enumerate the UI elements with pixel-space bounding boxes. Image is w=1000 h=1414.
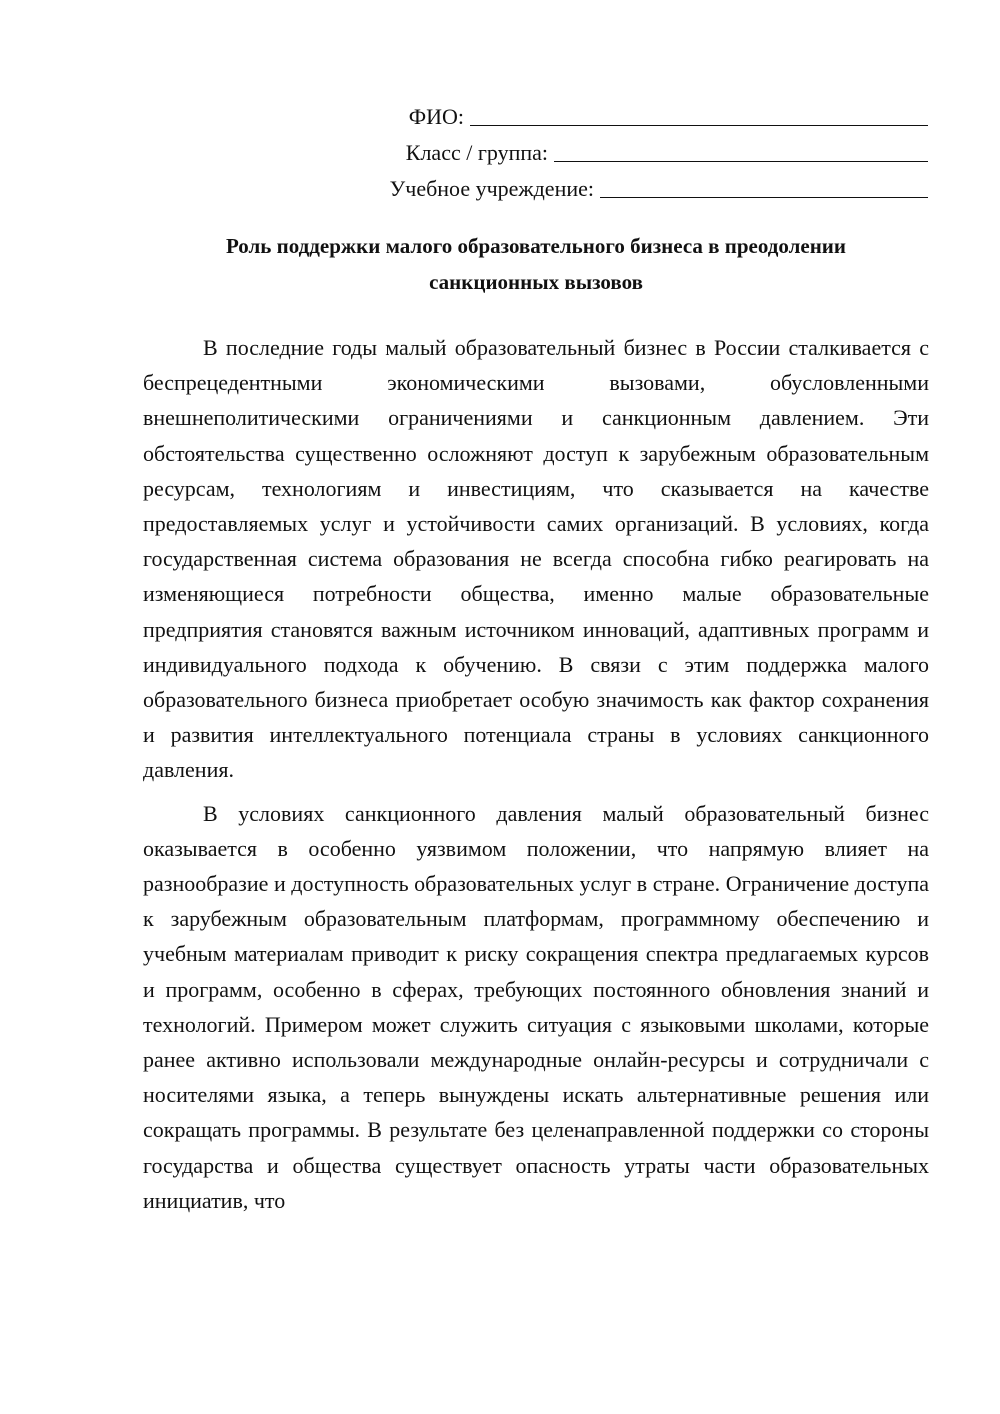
class-row bbox=[328, 130, 928, 166]
fio-field-line[interactable] bbox=[470, 101, 928, 126]
paragraph-1: В последние годы малый образовательный бизнес в России сталкивается с беспрецедентными экономическими вызовами, обусловленными внешнеполитическими ограничениями и санкционным давлением. Эти обстоятельства существенно осложняют доступ к зарубежным образовательным ресурсам, технологиям и инвестициям, что сказывается на качестве предоставляемых услуг и устойчивости самих организаций. В условиях, когда государственная система образования не всегда способна гибко реагировать на изменяющиеся потребности общества, именно малые образовательные предприятия становятся важным источником инноваций, адаптивных программ и индивидуального подхода к обучению. В связи с этим поддержка малого образовательного бизнеса приобретает особую значимость как фактор сохранения и развития интеллектуального потенциала страны в условиях санкционного давления. bbox=[143, 335, 929, 783]
title-line-1: Роль поддержки малого образовательного бизнеса в преодолении bbox=[225, 234, 846, 258]
student-info-block bbox=[328, 94, 928, 202]
class-label: Класс / группа: bbox=[405, 140, 548, 165]
paragraph-2: В условиях санкционного давления малый образовательный бизнес оказывается в особенно уязвимом положении, что напрямую влияет на разнообразие и доступность образовательных услуг в стране. Ограничение доступа к зарубежным образовательным платформам, программному обеспечению и учебным материалам приводит к риску сокращения спектра предлагаемых курсов и программ, особенно в сферах, требующих постоянного обновления знаний и технологий. Примером может служить ситуация с языковыми школами, которые ранее активно использовали международные онлайн-ресурсы и сотрудничали с носителями языка, а теперь вынуждены искать альтернативные решения или сокращать программы. В результате без целенаправленной поддержки со стороны государства и общества существует опасность утраты части образовательных инициатив, что bbox=[143, 800, 929, 1213]
fio-row bbox=[328, 94, 928, 130]
fio-label: ФИО: bbox=[408, 104, 464, 129]
essay-title bbox=[140, 228, 932, 300]
school-row bbox=[328, 166, 928, 202]
class-field-line[interactable] bbox=[554, 137, 928, 162]
school-field-line[interactable] bbox=[600, 173, 928, 198]
school-label: Учебное учреждение: bbox=[389, 176, 594, 201]
title-line-2: санкционных вызовов bbox=[429, 270, 643, 294]
essay-body bbox=[143, 330, 929, 1226]
